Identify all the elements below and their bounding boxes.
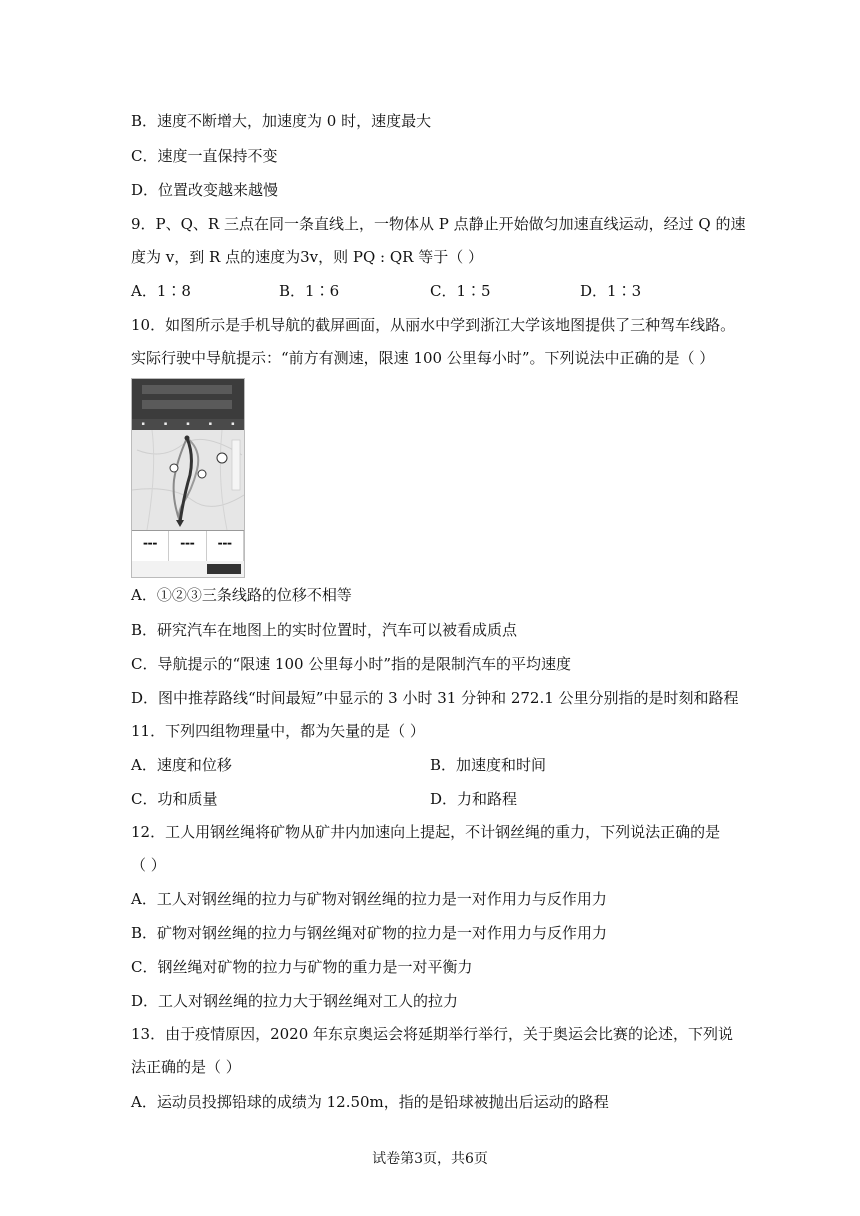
tab-mark: ▪: [163, 421, 168, 427]
q9-option-b: B．1∶6: [279, 282, 340, 300]
q9-stem-line1: 9．P、Q、R 三点在同一条直线上，一物体从 P 点静止开始做匀加速直线运动，经过 Q 的速: [131, 215, 746, 233]
map-zoom-controls: [232, 440, 240, 490]
q9-option-a: A．1∶8: [131, 282, 191, 300]
phone-bottom-bar: [132, 561, 244, 577]
q10-option-a: A．①②③三条线路的位移不相等: [131, 586, 352, 604]
q9-option-c: C．1∶5: [430, 282, 491, 300]
q12-stem-line1: 12．工人用钢丝绳将矿物从矿井内加速向上提起，不计钢丝绳的重力，下列说法正确的是: [131, 823, 721, 841]
q11-option-a: A．速度和位移: [131, 756, 232, 774]
tab-mark: ▪: [141, 421, 145, 427]
page-footer: 试卷第3页，共6页: [372, 1151, 488, 1167]
route-option-3: ▬▬▬: [207, 531, 244, 561]
navigation-screenshot: [131, 378, 245, 578]
start-point-icon: [185, 436, 190, 441]
route-3-marker: [170, 464, 178, 472]
phone-top-bar: [132, 379, 244, 419]
route-1-marker: [217, 453, 227, 463]
q12-stem-line2: （ ）: [131, 856, 166, 874]
route-2-marker: [198, 470, 206, 478]
q12-option-a: A．工人对钢丝绳的拉力与矿物对钢丝绳的拉力是一对作用力与反作用力: [131, 890, 607, 908]
q10-stem-line2: 实际行驶中导航提示：“前方有测速，限速 100 公里每小时”。下列说法中正确的是（ ）: [131, 349, 715, 367]
tab-mark: ▪: [208, 421, 213, 427]
q11-stem: 11．下列四组物理量中，都为矢量的是（ ）: [131, 722, 425, 740]
start-navigation-button: [207, 564, 241, 574]
q13-option-a: A．运动员投掷铅球的成绩为 12.50m，指的是铅球被抛出后运动的路程: [131, 1093, 609, 1111]
q12-option-d: D．工人对钢丝绳的拉力大于钢丝绳对工人的拉力: [131, 992, 459, 1010]
route-map: [132, 430, 244, 530]
q10-stem-line1: 10．如图所示是手机导航的截屏画面，从丽水中学到浙江大学该地图提供了三种驾车线路。: [131, 316, 736, 334]
tab-mark: ▪: [231, 421, 235, 427]
q9-option-d: D．1∶3: [580, 282, 642, 300]
q11-option-b: B．加速度和时间: [430, 756, 547, 774]
route-option-2: ▬▬▬: [169, 531, 206, 561]
q13-stem-line1: 13．由于疫情原因，2020 年东京奥运会将延期举行举行，关于奥运会比赛的论述，下列说: [131, 1025, 734, 1043]
q10-option-d: D．图中推荐路线“时间最短”中显示的 3 小时 31 分钟和 272.1 公里分别指的是时刻和路程: [131, 689, 739, 707]
q12-option-b: B．矿物对钢丝绳的拉力与钢丝绳对矿物的拉力是一对作用力与反作用力: [131, 924, 608, 942]
q12-option-c: C．钢丝绳对矿物的拉力与矿物的重力是一对平衡力: [131, 958, 473, 976]
q13-stem-line2: 法正确的是（ ）: [131, 1058, 241, 1076]
q10-option-c: C．导航提示的“限速 100 公里每小时”指的是限制汽车的平均速度: [131, 655, 571, 673]
route-option-1: ▬▬▬: [132, 531, 169, 561]
destination-field: [142, 400, 232, 409]
q10-option-b: B．研究汽车在地图上的实时位置时，汽车可以被看成质点: [131, 621, 518, 639]
q9-stem-line2: 度为 v，到 R 点的速度为3v，则 PQ : QR 等于（ ）: [131, 248, 483, 266]
tab-mark: ▪: [186, 421, 190, 427]
q8-option-b: B．速度不断增大，加速度为 0 时，速度最大: [131, 112, 432, 130]
phone-mode-tabs: [132, 419, 244, 430]
q8-option-c: C．速度一直保持不变: [131, 147, 278, 165]
q8-option-d: D．位置改变越来越慢: [131, 181, 279, 199]
route-options: [132, 530, 244, 561]
q11-option-d: D．力和路程: [430, 790, 518, 808]
q11-option-c: C．功和质量: [131, 790, 218, 808]
origin-field: [142, 385, 232, 394]
